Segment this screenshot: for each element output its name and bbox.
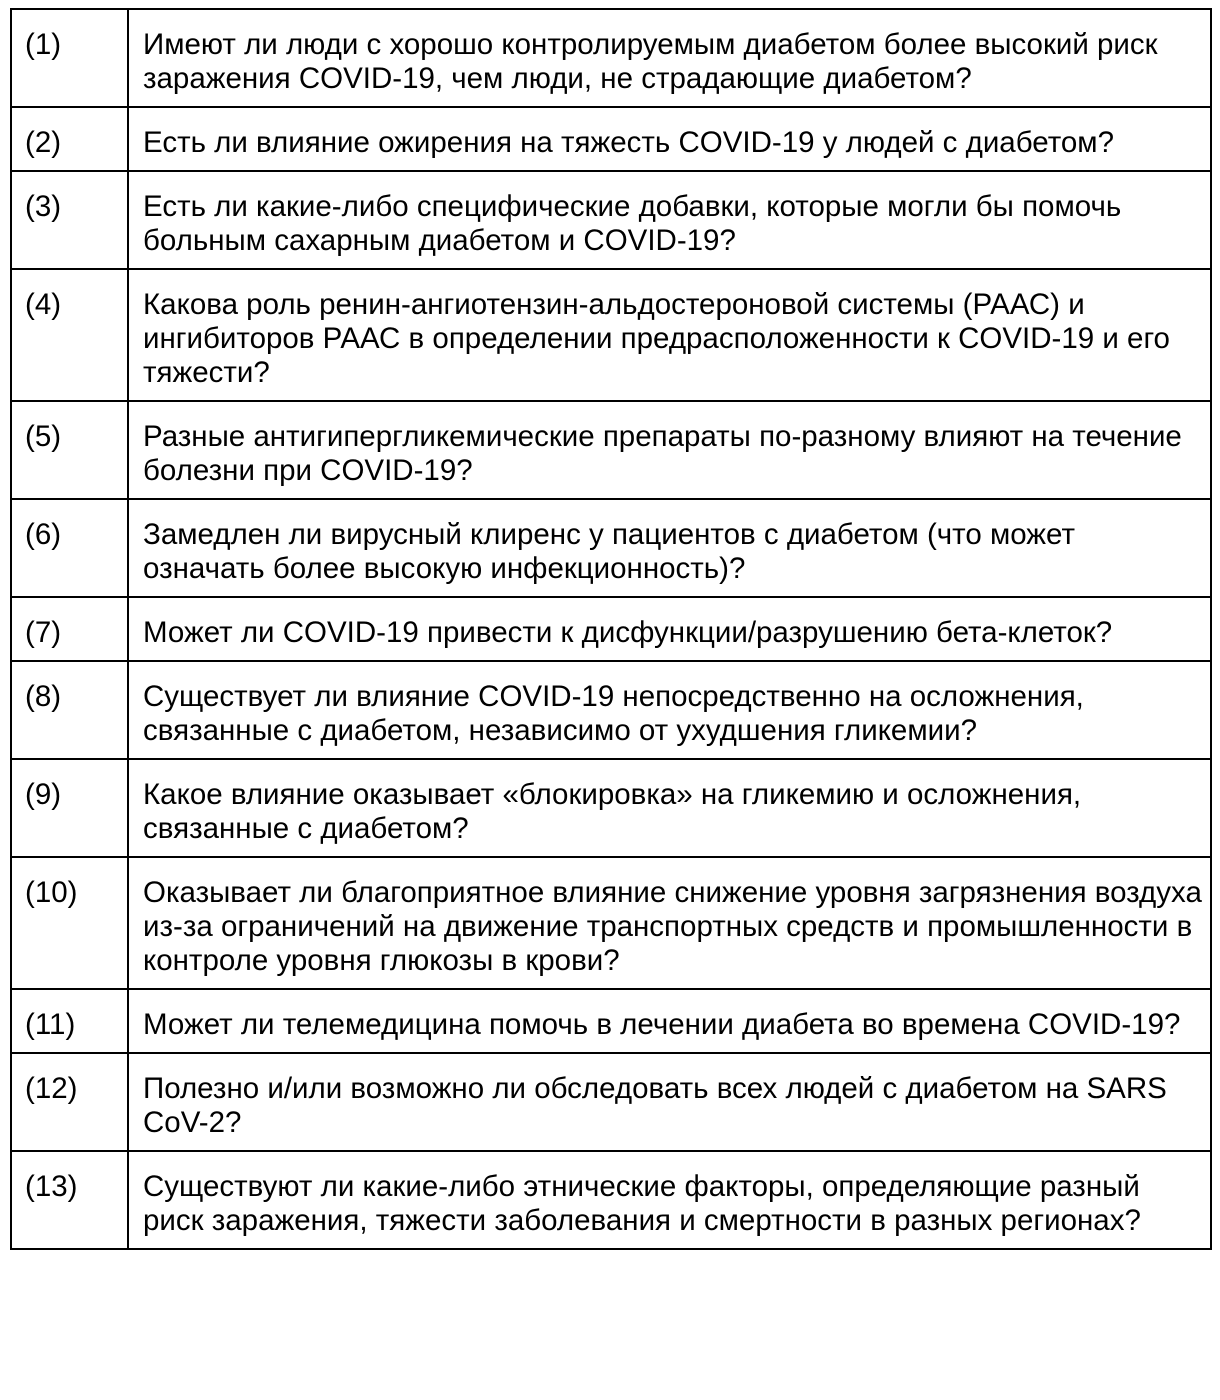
question-text: Имеют ли люди с хорошо контролируемым диабетом более высокий риск заражения COVID-19, чем люди, не страдающие диабетом? (128, 9, 1211, 107)
question-number: (13) (11, 1151, 128, 1249)
question-number: (7) (11, 597, 128, 661)
question-text: Существует ли влияние COVID-19 непосредственно на осложнения, связанные с диабетом, независимо от ухудшения гликемии? (128, 661, 1211, 759)
table-row (11, 759, 1211, 857)
questions-table (10, 8, 1212, 1250)
question-text: Замедлен ли вирусный клиренс у пациентов с диабетом (что может означать более высокую инфекционность)? (128, 499, 1211, 597)
table-row (11, 107, 1211, 171)
question-number: (11) (11, 989, 128, 1053)
question-text: Полезно и/или возможно ли обследовать всех людей с диабетом на SARS CoV-2? (128, 1053, 1211, 1151)
table-row (11, 597, 1211, 661)
table-row (11, 401, 1211, 499)
table-row (11, 499, 1211, 597)
question-number: (5) (11, 401, 128, 499)
table-row (11, 9, 1211, 107)
question-number: (6) (11, 499, 128, 597)
table-row (11, 269, 1211, 401)
question-text: Оказывает ли благоприятное влияние снижение уровня загрязнения воздуха из-за ограничений на движение транспортных средств и промышленности в контроле уровня глюкозы в крови? (128, 857, 1211, 989)
question-text: Может ли COVID-19 привести к дисфункции/разрушению бета-клеток? (128, 597, 1211, 661)
question-number: (2) (11, 107, 128, 171)
question-text: Есть ли влияние ожирения на тяжесть COVID-19 у людей с диабетом? (128, 107, 1211, 171)
question-text: Может ли телемедицина помочь в лечении диабета во времена COVID-19? (128, 989, 1211, 1053)
question-number: (1) (11, 9, 128, 107)
question-text: Какое влияние оказывает «блокировка» на гликемию и осложнения, связанные с диабетом? (128, 759, 1211, 857)
table-row (11, 1151, 1211, 1249)
question-text: Есть ли какие-либо специфические добавки, которые могли бы помочь больным сахарным диабетом и COVID-19? (128, 171, 1211, 269)
question-text: Существуют ли какие-либо этнические факторы, определяющие разный риск заражения, тяжести заболевания и смертности в разных регионах? (128, 1151, 1211, 1249)
question-number: (4) (11, 269, 128, 401)
table-row (11, 1053, 1211, 1151)
table-row (11, 661, 1211, 759)
question-number: (8) (11, 661, 128, 759)
table-row (11, 857, 1211, 989)
question-number: (10) (11, 857, 128, 989)
question-number: (12) (11, 1053, 128, 1151)
table-row (11, 989, 1211, 1053)
table-row (11, 171, 1211, 269)
question-text: Какова роль ренин-ангиотензин-альдостероновой системы (РААС) и ингибиторов РААС в определении предрасположенности к COVID-19 и его тяжести? (128, 269, 1211, 401)
question-number: (3) (11, 171, 128, 269)
question-text: Разные антигипергликемические препараты по-разному влияют на течение болезни при COVID-19? (128, 401, 1211, 499)
question-number: (9) (11, 759, 128, 857)
